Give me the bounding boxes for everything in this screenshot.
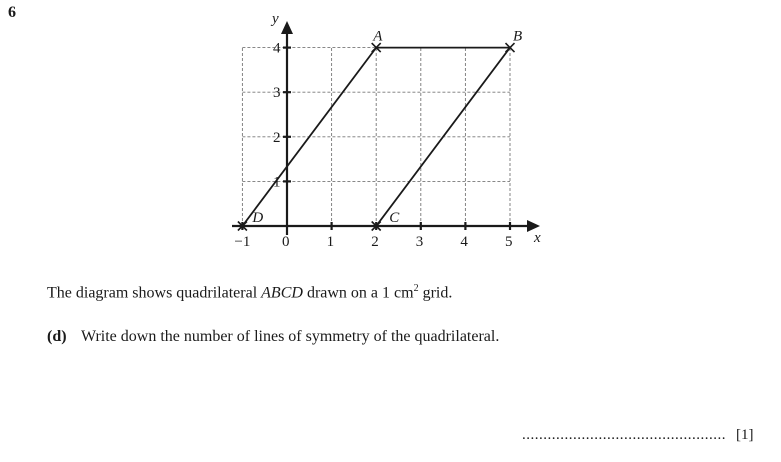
y-tick-label: 1 — [273, 174, 281, 191]
y-tick-label: 4 — [273, 40, 281, 57]
question-part-d — [47, 328, 499, 346]
y-axis-arrowhead — [281, 21, 293, 34]
answer-line[interactable]: ................................................ — [522, 427, 726, 443]
y-tick-label: 2 — [273, 129, 281, 146]
vertex-label-d: D — [252, 210, 264, 226]
x-tick-label: 4 — [460, 234, 468, 250]
x-tick-label: 0 — [282, 234, 290, 250]
x-tick-label: 1 — [326, 234, 335, 250]
part-label: (d) — [47, 328, 67, 345]
vertex-label-c: C — [389, 210, 400, 226]
x-tick-label: 3 — [415, 234, 424, 250]
statement-middle: drawn on a 1 cm — [302, 284, 414, 302]
statement-after: grid. — [418, 284, 453, 302]
answer-area[interactable] — [522, 427, 754, 444]
shape-name: ABCD — [261, 284, 303, 302]
question-statement — [47, 283, 452, 302]
unit-superscript: 2 — [413, 283, 419, 294]
marks-label: [1] — [736, 427, 754, 443]
statement-before: The diagram shows quadrilateral — [47, 284, 262, 302]
part-text: Write down the number of lines of symmetry of the quadrilateral. — [81, 328, 500, 345]
vertex-labels — [251, 29, 522, 226]
y-axis-label: y — [272, 11, 279, 27]
vertex-label-b: B — [513, 28, 523, 45]
grid-lines — [242, 48, 510, 226]
x-axis-label: x — [534, 230, 541, 246]
y-tick-label: 3 — [273, 85, 281, 102]
question-number: 6 — [8, 4, 16, 21]
x-tick-label: 5 — [505, 234, 513, 250]
x-tick-label: 2 — [371, 234, 379, 250]
vertex-label-a: A — [373, 28, 383, 45]
tick-labels — [234, 41, 512, 250]
x-tick-label: −1 — [234, 234, 251, 250]
